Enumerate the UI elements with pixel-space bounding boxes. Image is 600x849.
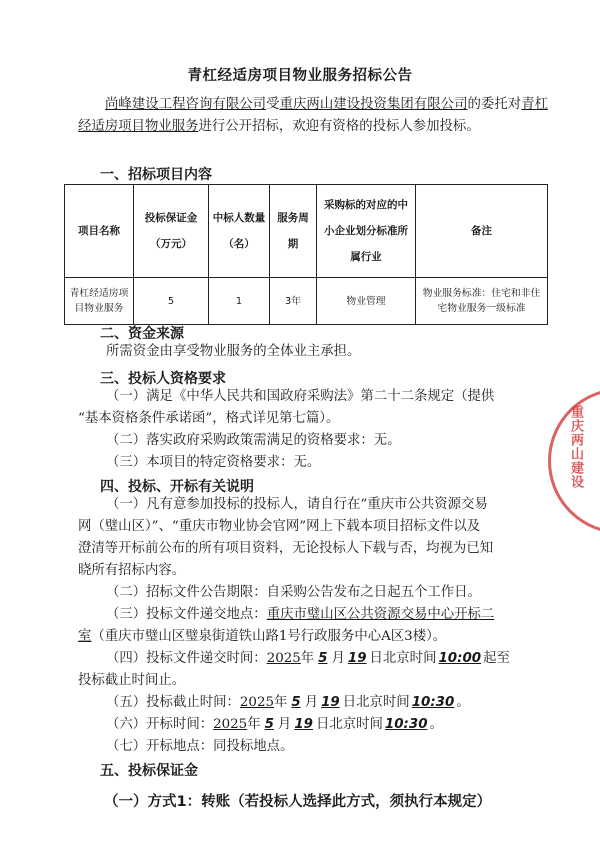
client-name: 重庆两山建设投资集团有限公司	[279, 97, 468, 112]
table-header: 项目名称	[65, 185, 134, 278]
body-text: 投标截止时间止。	[78, 673, 186, 688]
agent-name: 尚峰建设工程咨询有限公司	[105, 97, 267, 112]
section-heading: 二、资金来源	[100, 326, 184, 342]
body-text: （二）落实政府采购政策需满足的资格要求：无。	[106, 433, 401, 448]
month-value: 5	[318, 651, 328, 666]
section-heading: 五、投标保证金	[100, 763, 198, 779]
submission-place: 重庆市璧山区公共资源交易中心开标二	[266, 607, 495, 622]
section-heading: 四、投标、开标有关说明	[100, 479, 254, 495]
table-header: 投标保证金（万元）	[134, 185, 209, 278]
year-value: 2025	[239, 695, 274, 710]
seal-text: 重庆两山建设	[568, 405, 583, 489]
opening-time-line	[106, 714, 443, 736]
table-cell: 物业管理	[317, 278, 416, 325]
time-value: 10:00	[438, 651, 482, 666]
section-heading: 三、投标人资格要求	[100, 371, 226, 387]
body-text: （七）开标地点：同投标地点。	[106, 739, 294, 754]
table-header: 中标人数量（名）	[209, 185, 270, 278]
date-unit: 月	[277, 717, 292, 732]
date-unit: 年	[300, 651, 315, 666]
date-unit: 日北京时间	[315, 717, 383, 732]
date-unit: 年	[247, 717, 261, 732]
time-value: 10:30	[411, 695, 455, 710]
deposit-method-line	[104, 790, 491, 811]
month-value: 5	[264, 717, 274, 732]
bid-items-table	[64, 184, 548, 325]
deadline-line	[106, 692, 470, 714]
submission-place: 室	[78, 629, 92, 644]
intro-text: 受	[266, 97, 280, 112]
body-text: （一）凡有意参加投标的投标人，请自行在“重庆市公共资源交易	[106, 497, 488, 512]
table-header-row	[65, 185, 548, 278]
body-text: 网（璧山区）”、“重庆市物业协会官网”网上下载本项目招标文件以及	[78, 519, 481, 534]
submission-address: （重庆市璧山区璧泉街道铁山路1号行政服务中心A区3楼）。	[91, 629, 447, 644]
date-unit: 月	[304, 695, 319, 710]
label-text: （三）投标文件递交地点：	[106, 607, 267, 622]
table-cell: 5	[134, 278, 209, 325]
date-unit: 月	[331, 651, 345, 666]
day-value: 19	[321, 695, 340, 710]
submission-place-line	[78, 626, 446, 648]
table-cell: 3年	[270, 278, 317, 325]
submission-place-line	[106, 604, 494, 626]
intro-text: 的委托对	[467, 97, 522, 112]
project-name: 青杠经适房项目物业服务	[78, 97, 549, 134]
day-value: 19	[347, 651, 367, 666]
body-text: （二）招标文件公告期限：自采购公告发布之日起五个工作日。	[106, 585, 481, 600]
month-value: 5	[291, 695, 301, 710]
date-unit: 。	[456, 695, 470, 710]
body-text: 所需资金由享受物业服务的全体业主承担。	[106, 344, 361, 359]
method-title: （一）方式1：转账	[104, 794, 231, 810]
section-heading: 一、招标项目内容	[100, 167, 212, 183]
table-cell: 青杠经适房项目物业服务	[65, 278, 134, 325]
time-value: 10:30	[384, 717, 428, 732]
table-header: 备注	[416, 185, 548, 278]
method-note: （若投标人选择此方式，须执行本规定）	[230, 794, 492, 810]
body-text: 晓所有招标内容。	[78, 563, 186, 578]
date-unit: 日北京时间	[342, 695, 410, 710]
intro-paragraph	[78, 94, 548, 138]
label-text: （四）投标文件递交时间：	[106, 651, 267, 666]
table-header: 服务周期	[270, 185, 317, 278]
intro-text: 进行公开招标，欢迎有资格的投标人参加投标。	[198, 119, 480, 134]
date-unit: 日北京时间	[369, 651, 437, 666]
label-text: （六）开标时间：	[106, 717, 214, 732]
day-value: 19	[294, 717, 313, 732]
body-text: 澄清等开标前公布的所有项目资料，无论投标人下载与否，均视为已知	[78, 541, 494, 556]
table-cell: 1	[209, 278, 270, 325]
body-text: “基本资格条件承诺函”，格式详见第七篇）。	[78, 411, 340, 426]
body-text: （一）满足《中华人民共和国政府采购法》第二十二条规定（提供	[106, 389, 495, 404]
table-header: 采购标的对应的中小企业划分标准所属行业	[317, 185, 416, 278]
submission-time-line	[106, 648, 510, 670]
label-text: （五）投标截止时间：	[106, 695, 240, 710]
table-row	[65, 278, 548, 325]
table-cell: 物业服务标准：住宅和非住宅物业服务一级标准	[416, 278, 548, 325]
date-unit: 起至	[483, 651, 510, 666]
date-unit: 年	[273, 695, 288, 710]
document-title: 青杠经适房项目物业服务招标公告	[187, 68, 413, 84]
year-value: 2025	[266, 651, 301, 666]
year-value: 2025	[213, 717, 248, 732]
body-text: （三）本项目的特定资格要求：无。	[106, 455, 321, 470]
date-unit: 。	[429, 717, 443, 732]
